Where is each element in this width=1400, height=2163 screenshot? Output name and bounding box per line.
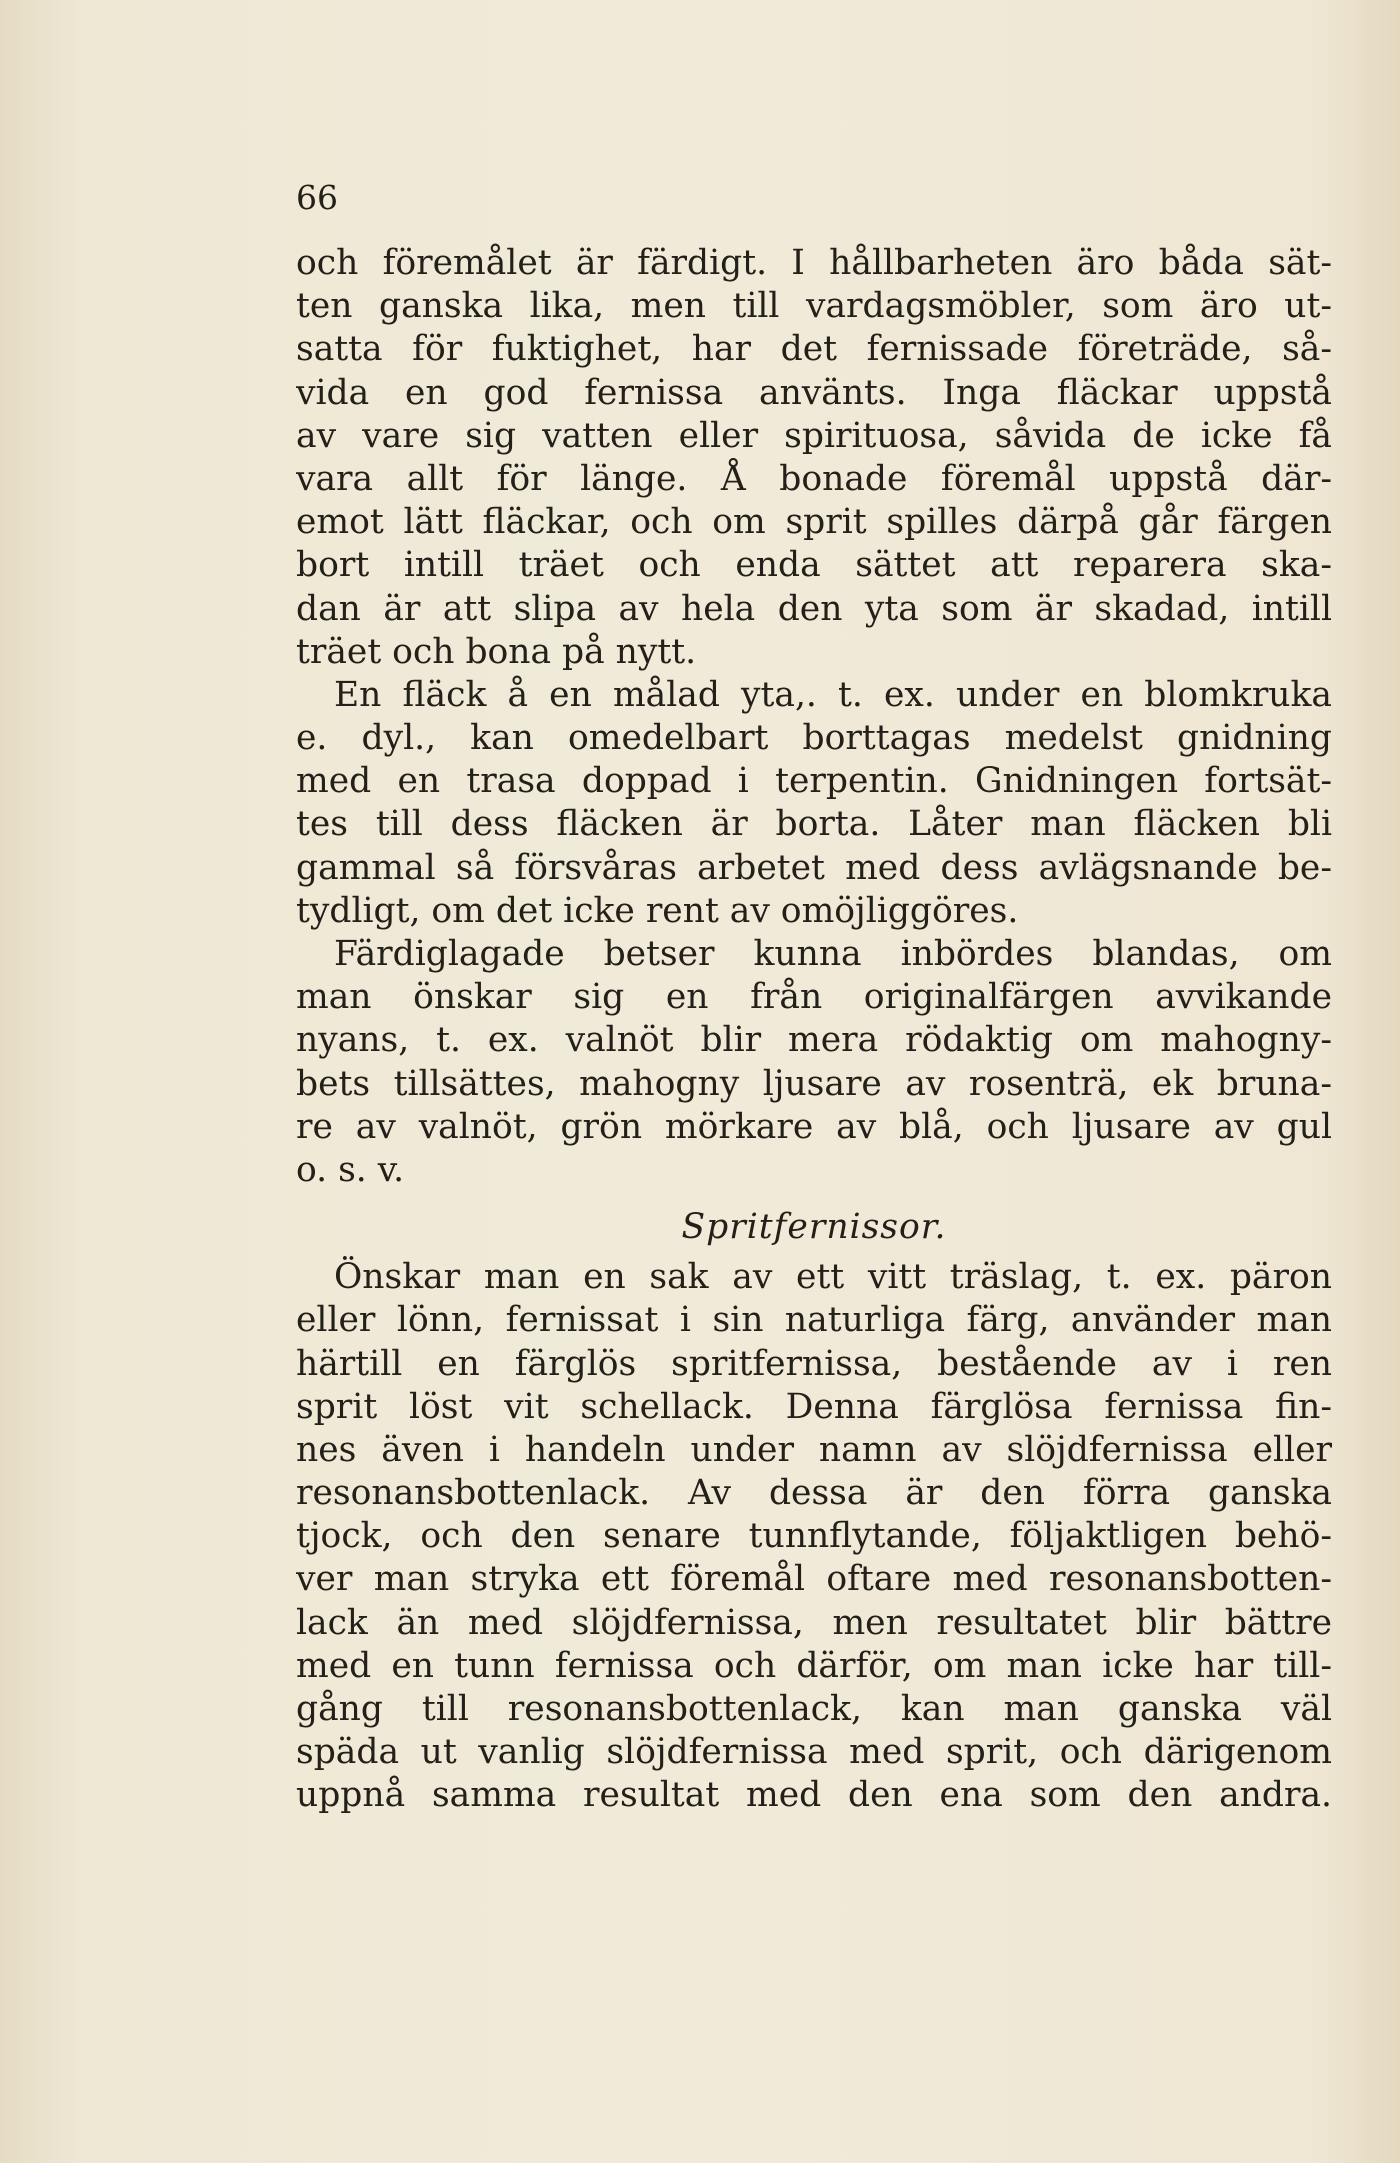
text-line: späda ut vanlig slöjdfernissa med sprit, och därigenom	[296, 1732, 1332, 1773]
text-line: Färdiglagade betser kunna inbördes blandas, om	[334, 934, 1332, 974]
paragraph	[296, 242, 1332, 674]
text-line: re av valnöt, grön mörkare av blå, och ljusare av gul	[296, 1106, 1332, 1147]
text-line: och föremålet är färdigt. I hållbarheten äro båda sät-	[296, 243, 1332, 283]
text-line: nes även i handeln under namn av slöjdfernissa eller	[296, 1429, 1332, 1470]
text-line: tjock, och den senare tunnflytande, följaktligen behö-	[296, 1516, 1332, 1557]
text-line: uppnå samma resultat med den ena som den andra.	[296, 1775, 1332, 1816]
text-line: emot lätt fläckar, och om sprit spilles därpå går färgen	[296, 502, 1332, 543]
text-line: ten ganska lika, men till vardagsmöbler, som äro ut-	[296, 286, 1332, 327]
text-line: resonansbottenlack. Av dessa är den förra ganska	[296, 1473, 1332, 1514]
body-text	[296, 242, 1332, 1818]
text-line: satta för fuktighet, har det fernissade företräde, så-	[296, 329, 1332, 370]
text-line: e. dyl., kan omedelbart borttagas medelst gnidning	[296, 718, 1332, 759]
paragraph	[296, 933, 1332, 1192]
text-line: nyans, t. ex. valnöt blir mera rödaktig om mahogny-	[296, 1020, 1332, 1061]
section-heading: Spritfernissor.	[681, 1207, 947, 1248]
text-line: dan är att slipa av hela den yta som är skadad, intill	[296, 588, 1332, 629]
page-number: 66	[296, 178, 338, 217]
text-line: ver man stryka ett föremål oftare med resonansbotten-	[296, 1559, 1332, 1600]
text-line: lack än med slöjdfernissa, men resultatet blir bättre	[296, 1602, 1332, 1643]
text-line: man önskar sig en från originalfärgen avvikande	[296, 977, 1332, 1018]
text-line: o. s. v.	[296, 1149, 405, 1190]
paragraph	[296, 674, 1332, 933]
text-line: eller lönn, fernissat i sin naturliga färg, använder man	[296, 1300, 1332, 1341]
text-line: En fläck å en målad yta,. t. ex. under en blomkruka	[334, 674, 1332, 715]
text-line: sprit löst vit schellack. Denna färglösa fernissa fin-	[296, 1386, 1332, 1427]
text-line: gammal så försvåras arbetet med dess avlägsnande be-	[296, 847, 1332, 888]
text-line: bets tillsättes, mahogny ljusare av rosenträ, ek bruna-	[296, 1063, 1332, 1104]
text-line: med en tunn fernissa och därför, om man icke har till-	[296, 1645, 1332, 1686]
text-line: vara allt för länge. Å bonade föremål uppstå där-	[296, 458, 1332, 499]
text-line: vida en god fernissa använts. Inga fläckar uppstå	[296, 372, 1332, 413]
text-line: tydligt, om det icke rent av omöjliggöres.	[296, 890, 1019, 931]
text-line: med en trasa doppad i terpentin. Gnidningen fortsät-	[296, 761, 1332, 802]
text-line: tes till dess fläcken är borta. Låter man fläcken bli	[296, 804, 1332, 845]
text-line: gång till resonansbottenlack, kan man ganska väl	[296, 1689, 1332, 1729]
text-line: av vare sig vatten eller spirituosa, såvida de icke få	[296, 415, 1332, 456]
text-line: träet och bona på nytt.	[296, 631, 697, 672]
paragraph	[296, 1256, 1332, 1817]
text-line: bort intill träet och enda sättet att reparera ska-	[296, 545, 1332, 586]
text-line: härtill en färglös spritfernissa, bestående av i ren	[296, 1343, 1332, 1384]
text-line: Önskar man en sak av ett vitt träslag, t. ex. päron	[334, 1257, 1332, 1298]
